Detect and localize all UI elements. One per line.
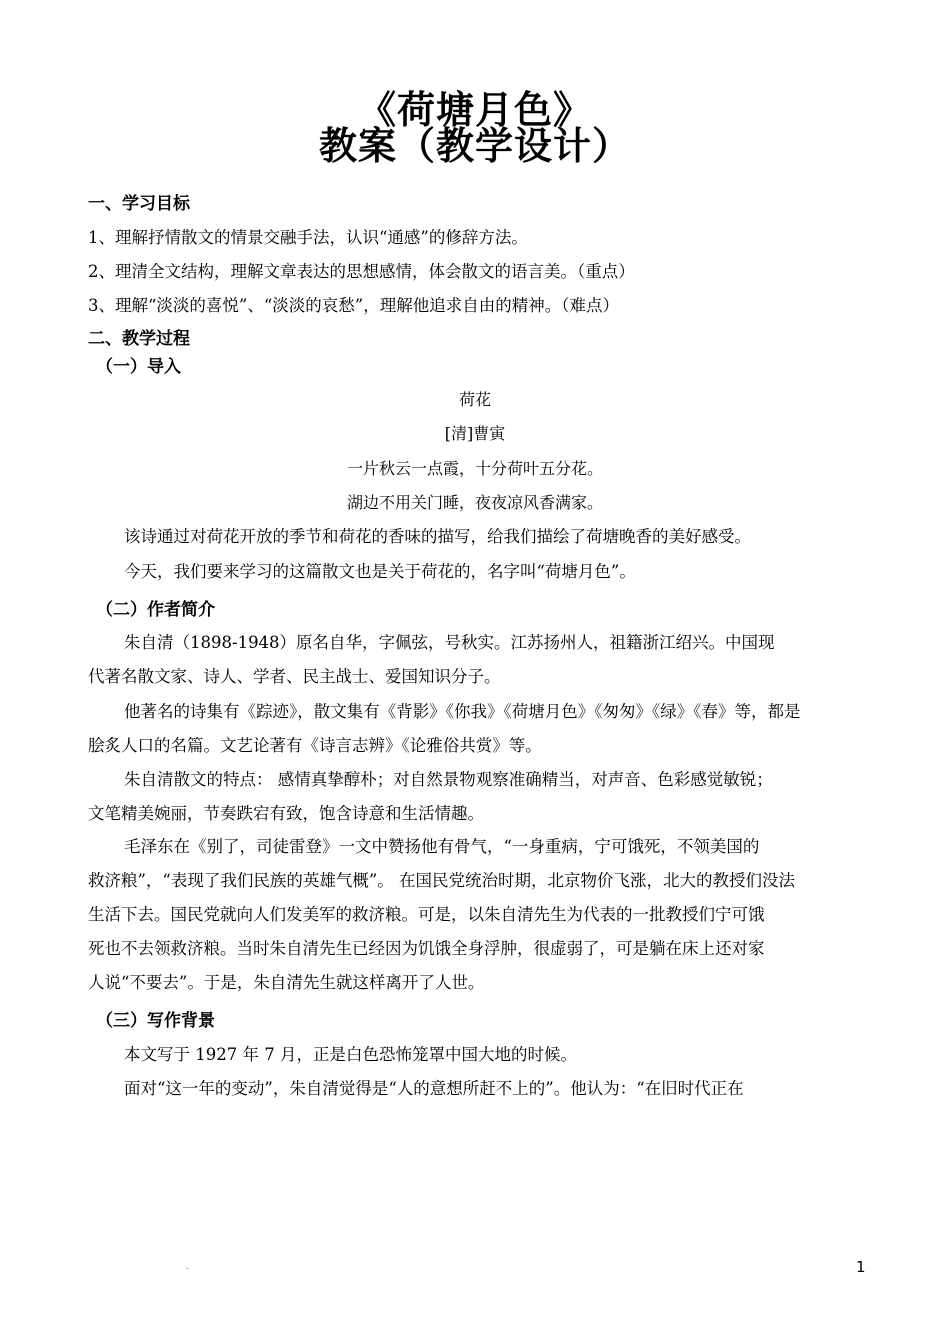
author-paragraph-1-line-1: 朱自清（1898-1948）原名自华，字佩弦，号秋实。江苏扬州人，祖籍浙江绍兴。中国现	[124, 633, 775, 652]
author-paragraph-4-line-4: 死也不去领救济粮。当时朱自清先生已经因为饥饿全身浮肿，很虚弱了，可是躺在床上还对家	[88, 939, 765, 958]
background-paragraph-1: 本文写于 1927 年 7 月，正是白色恐怖笼罩中国大地的时候。	[124, 1045, 577, 1064]
author-paragraph-3-line-2: 文笔精美婉丽，节奏跌宕有致，饱含诗意和生活情趣。	[88, 804, 484, 823]
objective-item-3: 3、理解“淡淡的喜悦”、“淡淡的哀愁”，理解他追求自由的精神。（难点）	[88, 296, 619, 315]
footer-mark: .	[186, 1262, 189, 1271]
author-paragraph-4-line-2: 救济粮”，“表现了我们民族的英雄气概”。 在国民党统治时期，北京物价飞涨，北大的教授们没法	[88, 871, 796, 890]
author-paragraph-2-line-1: 他著名的诗集有《踪迹》，散文集有《背影》《你我》《荷塘月色》《匆匆》《绿》《春》等，都是	[124, 702, 801, 721]
intro-heading: （一）导入	[96, 357, 181, 377]
doc-title-line1: 《荷塘月色》	[357, 88, 592, 132]
section2-heading: 二、教学过程	[88, 329, 190, 349]
objective-item-2: 2、理清全文结构，理解文章表达的思想感情，体会散文的语言美。（重点）	[88, 262, 635, 281]
poem-line-2: 湖边不用关门睡，夜夜凉风香满家。	[346, 493, 603, 512]
intro-paragraph-2: 今天，我们要来学习的这篇散文也是关于荷花的，名字叫“荷塘月色”。	[124, 562, 636, 581]
background-paragraph-2: 面对“这一年的变动”，朱自清觉得是“人的意想所赶不上的”。他认为：“在旧时代正在	[124, 1079, 744, 1098]
author-paragraph-4-line-5: 人说“不要去”。于是，朱自清先生就这样离开了人世。	[88, 973, 485, 992]
doc-title-line2: 教案（教学设计）	[318, 124, 631, 168]
author-heading: （二）作者简介	[96, 600, 215, 620]
background-heading: （三）写作背景	[96, 1011, 215, 1031]
author-paragraph-1-line-2: 代著名散文家、诗人、学者、民主战士、爱国知识分子。	[88, 667, 501, 686]
intro-paragraph-1: 该诗通过对荷花开放的季节和荷花的香味的描写，给我们描绘了荷塘晚香的美好感受。	[124, 527, 751, 546]
author-paragraph-3-line-1: 朱自清散文的特点： 感情真挚醇朴；对自然景物观察准确精当，对声音、色彩感觉敏锐；	[124, 770, 773, 789]
objective-item-1: 1、理解抒情散文的情景交融手法，认识“通感”的修辞方法。	[88, 228, 528, 247]
page-number: 1	[856, 1258, 866, 1276]
author-paragraph-4-line-1: 毛泽东在《别了，司徒雷登》一文中赞扬他有骨气，“一身重病，宁可饿死，不领美国的	[124, 837, 760, 856]
poem-line-1: 一片秋云一点霞，十分荷叶五分花。	[346, 459, 603, 478]
poem-title: 荷花	[458, 390, 491, 409]
section1-heading: 一、学习目标	[88, 194, 190, 214]
author-paragraph-2-line-2: 脍炙人口的名篇。文艺论著有《诗言志辨》《论雅俗共赏》等。	[88, 736, 542, 755]
poem-author: [清]曹寅	[444, 424, 506, 443]
author-paragraph-4-line-3: 生活下去。国民党就向人们发美军的救济粮。可是，以朱自清先生为代表的一批教授们宁可饿	[88, 905, 765, 924]
